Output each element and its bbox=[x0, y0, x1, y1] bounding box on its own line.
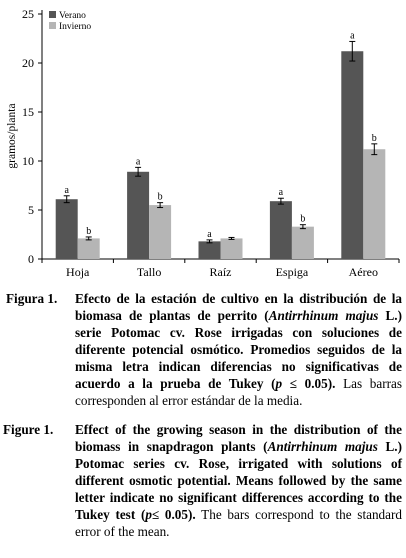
caption-en-text-3: ≤ 0.05). bbox=[151, 507, 196, 522]
y-tick-label: 10 bbox=[22, 154, 34, 168]
y-axis-label: gramos/planta bbox=[6, 103, 18, 169]
x-tick-label: Hoja bbox=[66, 265, 90, 279]
caption-es-body bbox=[75, 290, 402, 409]
caption-english bbox=[0, 421, 406, 540]
bar-verano bbox=[127, 172, 149, 259]
x-tick-label: Espiga bbox=[275, 265, 309, 279]
significance-letter: a bbox=[207, 228, 212, 240]
caption-es-text-3: ≤ 0.05). bbox=[282, 376, 336, 391]
caption-es-species: Antirrhinum majus bbox=[268, 308, 379, 323]
caption-es-p: p bbox=[275, 376, 283, 391]
significance-letter: b bbox=[371, 132, 377, 144]
bar-verano bbox=[199, 241, 221, 259]
caption-en-p: p bbox=[145, 507, 152, 522]
significance-letter: a bbox=[135, 156, 141, 168]
x-tick-label: Aéreo bbox=[348, 265, 378, 279]
bar-invierno bbox=[363, 149, 385, 259]
caption-es-text-1: Efecto de la estación de cultivo en la distribución de la biomasa de plantas de perrito ( bbox=[75, 291, 402, 323]
bar-invierno bbox=[149, 205, 171, 259]
legend-swatch bbox=[49, 11, 56, 18]
legend-label: Invierno bbox=[59, 22, 92, 32]
caption-en-label: Figure 1. bbox=[3, 422, 54, 437]
bar-verano bbox=[270, 201, 292, 259]
bar-verano bbox=[56, 199, 78, 259]
x-tick-label: Raíz bbox=[209, 265, 232, 279]
caption-es-text-2: L.) serie Potomac cv. Rose irrigadas con soluciones de diferente potencial osmótico. Promedios seguidos de la misma letra indican diferencias no significativas de acuerdo a la prueba de Tukey ( bbox=[75, 308, 402, 391]
y-tick-label: 20 bbox=[22, 56, 34, 70]
bar-verano bbox=[341, 51, 363, 259]
y-tick-label: 15 bbox=[22, 105, 34, 119]
y-tick-label: 25 bbox=[22, 7, 34, 21]
caption-spanish bbox=[0, 290, 406, 409]
caption-en-body bbox=[75, 421, 402, 540]
caption-es-text-4: Las barras corresponden al error estándar de la media. bbox=[75, 376, 402, 408]
caption-es-label: Figura 1. bbox=[6, 291, 58, 306]
significance-letter: b bbox=[86, 225, 92, 237]
significance-letter: b bbox=[300, 213, 306, 225]
bar-invierno bbox=[292, 227, 314, 259]
bar-invierno bbox=[78, 238, 100, 259]
legend-label: Verano bbox=[59, 11, 86, 21]
bar-invierno bbox=[221, 238, 243, 259]
caption-en-text-4: The bars correspond to the standard error of the mean. bbox=[75, 507, 402, 539]
significance-letter: b bbox=[157, 191, 163, 203]
significance-letter: a bbox=[278, 187, 284, 199]
x-tick-label: Tallo bbox=[136, 265, 162, 279]
caption-en-species: Antirrhinum majus bbox=[267, 439, 378, 454]
y-tick-label: 5 bbox=[28, 203, 34, 217]
significance-letter: a bbox=[64, 184, 69, 196]
legend-swatch bbox=[49, 22, 56, 29]
y-tick-label: 0 bbox=[28, 252, 34, 266]
caption-en-text-1: Effect of the growing season in the distribution of the biomass in snapdragon plants ( bbox=[75, 422, 402, 454]
caption-en-text-2: L.) Potomac series cv. Rose, irrigated with solutions of different osmotic potential. Means followed by the same letter indicate no significant differences according to the Tukey test ( bbox=[75, 439, 402, 522]
significance-letter: a bbox=[350, 30, 355, 42]
